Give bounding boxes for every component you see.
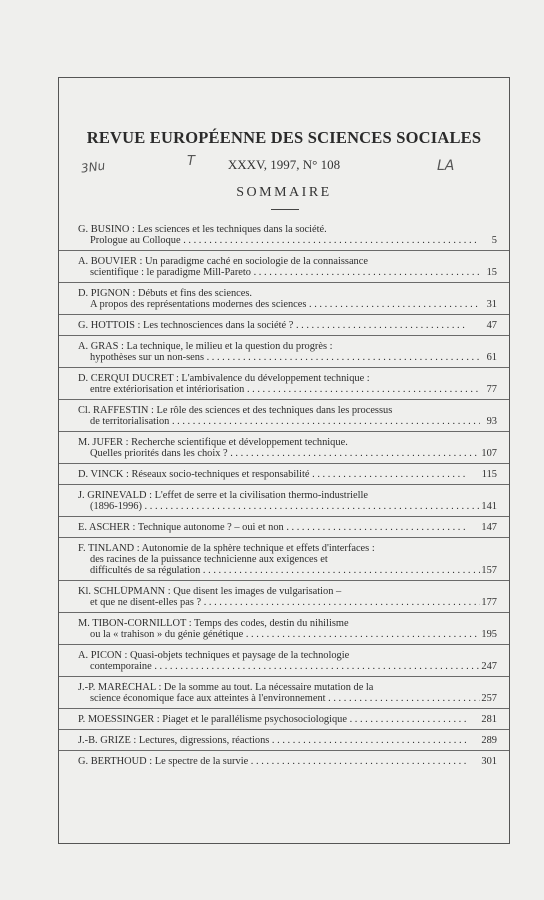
entry-page-number: 107 <box>481 448 497 459</box>
entry-title-continued: science économique face aux atteintes à l'environnement . . . <box>78 693 480 704</box>
entry-author-title: M. JUFER : Recherche scientifique et développement technique. <box>78 437 348 448</box>
entry-title-continued: de territorialisation . . . <box>78 416 480 427</box>
toc-entry[interactable] <box>59 756 509 767</box>
entry-separator <box>59 484 509 485</box>
entry-separator <box>59 250 509 251</box>
toc-entry[interactable] <box>59 650 509 672</box>
entry-author-title: J. GRINEVALD : L'effet de serre et la civilisation thermo-industrielle <box>78 490 369 501</box>
entry-separator <box>59 644 509 645</box>
toc-entry[interactable] <box>59 405 509 427</box>
entry-title-continued: (1896-1996) . . . <box>78 501 480 512</box>
entry-page-number: 47 <box>486 320 497 331</box>
entry-separator <box>59 537 509 538</box>
entry-title-continued: des racines de la puissance technicienne aux exigences et <box>90 554 328 565</box>
entry-title-continued: contemporaine . . . <box>78 661 480 672</box>
entry-author-title: P. MOESSINGER : Piaget et le parallélisme psychosociologique . . . <box>78 714 468 725</box>
table-of-contents <box>59 224 509 767</box>
entry-author-title: E. ASCHER : Technique autonome ? – oui et non . . . <box>78 522 468 533</box>
entry-author-title: J.-P. MARÉCHAL : De la somme au tout. La nécessaire mutation de la <box>78 682 374 693</box>
entry-page-number: 301 <box>481 756 497 767</box>
entry-separator <box>59 612 509 613</box>
entry-author-title: J.-B. GRIZE : Lectures, digressions, réactions . . . <box>78 735 468 746</box>
entry-page-number: 77 <box>486 384 497 395</box>
contents-frame <box>58 77 510 844</box>
entry-page-number: 31 <box>486 299 497 310</box>
toc-entry[interactable] <box>59 373 509 395</box>
entry-page-number: 5 <box>491 235 497 246</box>
entry-separator <box>59 708 509 709</box>
heading-rule <box>271 209 299 210</box>
entry-separator <box>59 314 509 315</box>
entry-title-continued: difficultés de sa régulation . . . <box>78 565 480 576</box>
entry-page-number: 157 <box>481 565 497 576</box>
entry-separator <box>59 676 509 677</box>
entry-separator <box>59 580 509 581</box>
entry-title-continued: scientifique : le paradigme Mill-Pareto . . . <box>78 267 480 278</box>
entry-title-continued: A propos des représentations modernes des sciences . . . <box>78 299 480 310</box>
toc-entry[interactable] <box>59 714 509 725</box>
entry-separator <box>59 463 509 464</box>
entry-separator <box>59 335 509 336</box>
journal-title: REVUE EUROPÉENNE DES SCIENCES SOCIALES <box>86 128 482 147</box>
handwritten-note-right: LA <box>437 158 455 174</box>
entry-author-title: A. PICON : Quasi-objets techniques et paysage de la technologie <box>78 650 350 661</box>
entry-separator <box>59 750 509 751</box>
handwritten-note-mid: T <box>187 154 195 169</box>
toc-entry[interactable] <box>59 735 509 746</box>
toc-entry[interactable] <box>59 288 509 310</box>
entry-separator <box>59 729 509 730</box>
entry-author-title: D. CERQUI DUCRET : L'ambivalence du développement technique : <box>78 373 370 384</box>
entry-page-number: 115 <box>481 469 497 480</box>
entry-page-number: 93 <box>486 416 497 427</box>
entry-separator <box>59 516 509 517</box>
entry-separator <box>59 399 509 400</box>
entry-page-number: 147 <box>481 522 497 533</box>
entry-page-number: 257 <box>481 693 497 704</box>
toc-entry[interactable] <box>59 469 509 480</box>
entry-separator <box>59 282 509 283</box>
entry-page-number: 289 <box>481 735 497 746</box>
toc-entry[interactable] <box>59 256 509 278</box>
entry-author-title: D. PIGNON : Débuts et fins des sciences. <box>78 288 253 299</box>
entry-title-continued: ou la « trahison » du génie génétique . . . <box>78 629 480 640</box>
entry-author-title: D. VINCK : Réseaux socio-techniques et responsabilité . . . <box>78 469 468 480</box>
toc-entry[interactable] <box>59 618 509 640</box>
handwritten-note-left: 3Nu <box>80 158 107 176</box>
entry-author-title: M. TIBON-CORNILLOT : Temps des codes, destin du nihilisme <box>78 618 349 629</box>
entry-page-number: 15 <box>486 267 497 278</box>
entry-author-title: Cl. RAFFESTIN : Le rôle des sciences et des techniques dans les processus <box>78 405 393 416</box>
entry-title-continued: entre extériorisation et intériorisation . . . <box>78 384 480 395</box>
entry-title-continued: et que ne disent-elles pas ? . . . <box>78 597 480 608</box>
toc-entry[interactable] <box>59 543 509 576</box>
entry-separator <box>59 367 509 368</box>
entry-author-title: G. BUSINO : Les sciences et les techniques dans la société. <box>78 224 327 235</box>
entry-separator <box>59 431 509 432</box>
issue-number: XXXV, 1997, N° 108 <box>227 157 341 172</box>
entry-author-title: A. GRAS : La technique, le milieu et la question du progrès : <box>78 341 333 352</box>
toc-entry[interactable] <box>59 586 509 608</box>
entry-page-number: 247 <box>481 661 497 672</box>
toc-entry[interactable] <box>59 682 509 704</box>
toc-entry[interactable] <box>59 320 509 331</box>
toc-entry[interactable] <box>59 522 509 533</box>
sommaire-heading: SOMMAIRE <box>236 185 332 200</box>
entry-page-number: 141 <box>481 501 497 512</box>
entry-author-title: G. HOTTOIS : Les technosciences dans la société ? . . . <box>78 320 468 331</box>
entry-title-continued: Quelles priorités dans les choix ? . . . <box>78 448 480 459</box>
toc-entry[interactable] <box>59 437 509 459</box>
toc-entry[interactable] <box>59 224 509 246</box>
toc-entry[interactable] <box>59 490 509 512</box>
entry-author-title: Kl. SCHLÜPMANN : Que disent les images de vulgarisation – <box>78 586 342 597</box>
entry-page-number: 61 <box>486 352 497 363</box>
entry-author-title: F. TINLAND : Autonomie de la sphère technique et effets d'interfaces : <box>78 543 375 554</box>
entry-title-continued: hypothèses sur un non-sens . . . <box>78 352 480 363</box>
entry-page-number: 195 <box>481 629 497 640</box>
entry-page-number: 177 <box>481 597 497 608</box>
entry-title-continued: Prologue au Colloque . . . <box>78 235 480 246</box>
toc-entry[interactable] <box>59 341 509 363</box>
entry-author-title: A. BOUVIER : Un paradigme caché en sociologie de la connaissance <box>78 256 368 267</box>
entry-page-number: 281 <box>481 714 497 725</box>
entry-author-title: G. BERTHOUD : Le spectre de la survie . . . <box>78 756 468 767</box>
